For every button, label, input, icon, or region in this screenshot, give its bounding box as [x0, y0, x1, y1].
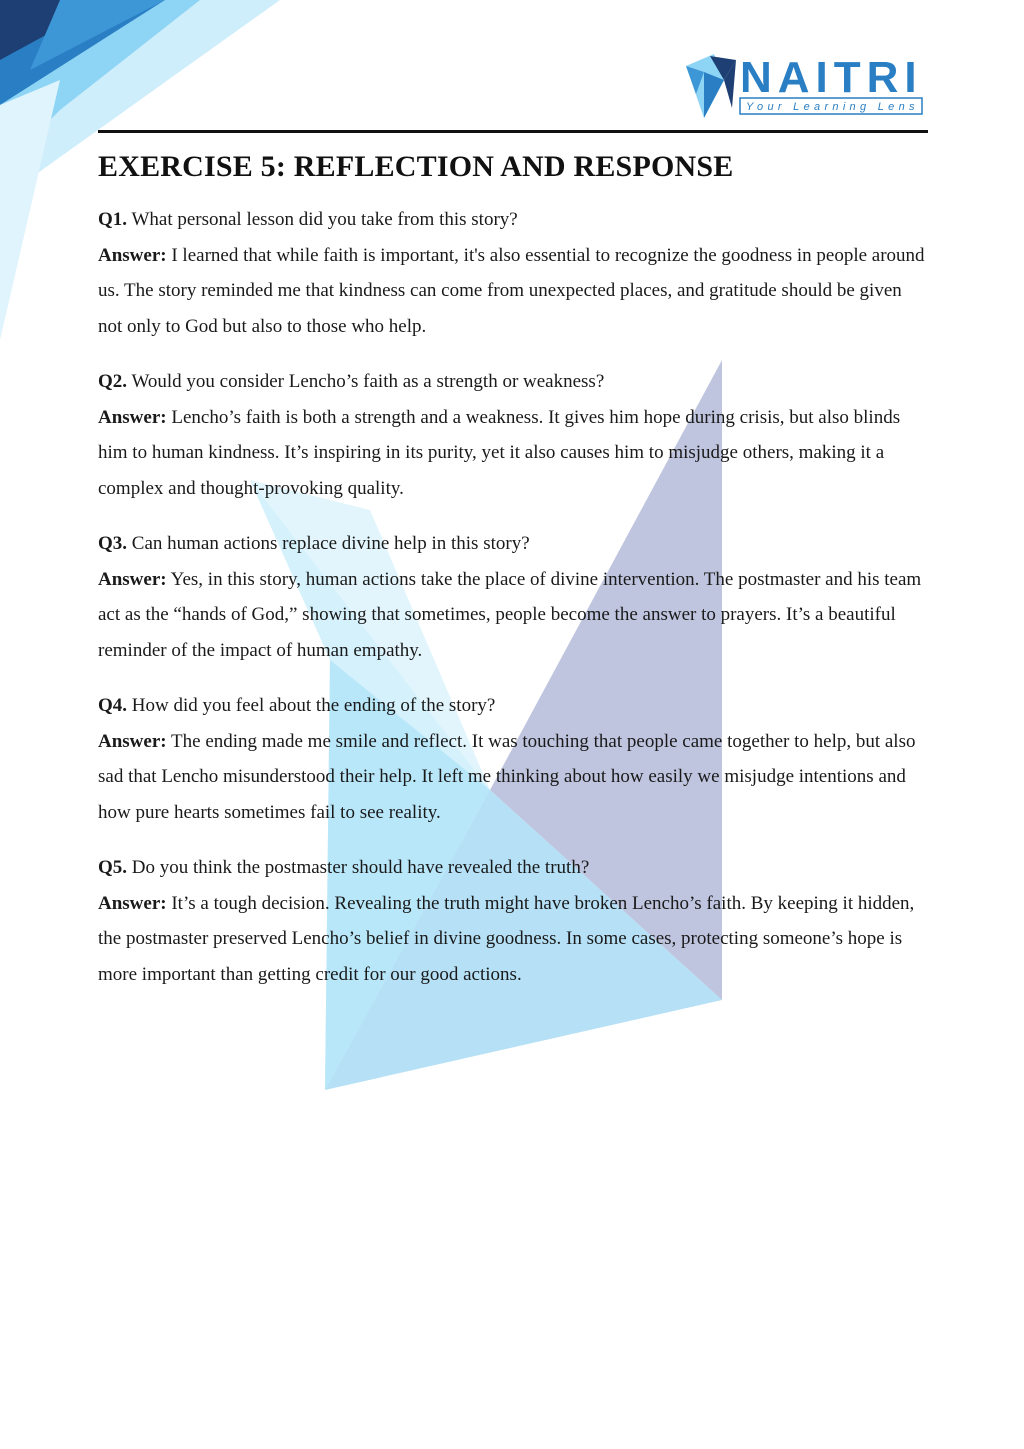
answer-line: [98, 886, 928, 993]
qa-item-3: [98, 526, 928, 668]
answer-text: Yes, in this story, human actions take the place of divine intervention. The postmaster and his team act as the “hands of God,” showing that sometimes, people become the answer to prayers. It’s a beautiful reminder of the impact of human empathy.: [98, 568, 922, 661]
answer-text: The ending made me smile and reflect. It was touching that people came together to help, but also sad that Lencho misunderstood their help. It left me thinking about how easily we misjudge intentions and how pure hearts sometimes fail to see reality.: [98, 730, 916, 823]
qa-item-2: [98, 364, 928, 506]
answer-line: [98, 238, 928, 345]
qa-item-5: [98, 850, 928, 992]
answer-text: I learned that while faith is important, it's also essential to recognize the goodness in people around us. The story reminded me that kindness can come from unexpected places, and gratitude should be given not only to God but also to those who help.: [98, 244, 925, 337]
brand-logo: [684, 50, 934, 122]
answer-label: Answer:: [98, 892, 167, 914]
question-number: Q1.: [98, 209, 128, 230]
answer-line: [98, 724, 928, 831]
question-line: [98, 364, 928, 400]
question-line: [98, 526, 928, 562]
answer-label: Answer:: [98, 244, 167, 266]
answer-line: [98, 400, 928, 507]
question-number: Q4.: [98, 695, 128, 716]
question-text: Do you think the postmaster should have revealed the truth?: [131, 857, 590, 878]
page-title: EXERCISE 5: REFLECTION AND RESPONSE: [98, 150, 734, 183]
answer-text: It’s a tough decision. Revealing the truth might have broken Lencho’s faith. By keeping it hidden, the postmaster preserved Lencho’s belief in divine goodness. In some cases, protecting someone’s hope is more important than getting credit for our good actions.: [98, 892, 915, 985]
question-line: [98, 850, 928, 886]
question-number: Q3.: [98, 533, 128, 554]
document-body: [98, 150, 928, 1012]
answer-label: Answer:: [98, 730, 167, 752]
question-text: What personal lesson did you take from this story?: [131, 209, 518, 230]
qa-item-1: [98, 202, 928, 344]
question-number: Q2.: [98, 371, 128, 392]
question-line: [98, 688, 928, 724]
brand-logo-mark: [684, 50, 934, 122]
answer-text: Lencho’s faith is both a strength and a weakness. It gives him hope during crisis, but also blinds him to human kindness. It’s inspiring in its purity, yet it also causes him to misjudge others, making it a complex and thought-provoking quality.: [98, 406, 901, 499]
question-number: Q5.: [98, 857, 128, 878]
answer-label: Answer:: [98, 568, 167, 590]
brand-name: NAITRI: [740, 53, 923, 102]
question-text: How did you feel about the ending of the story?: [131, 695, 496, 716]
brand-tagline: Your Learning Lens: [746, 101, 919, 113]
qa-item-4: [98, 688, 928, 830]
answer-line: [98, 562, 928, 669]
answer-label: Answer:: [98, 406, 167, 428]
question-text: Would you consider Lencho’s faith as a strength or weakness?: [131, 371, 605, 392]
question-text: Can human actions replace divine help in this story?: [131, 533, 530, 554]
question-line: [98, 202, 928, 238]
header-rule: [98, 130, 928, 133]
